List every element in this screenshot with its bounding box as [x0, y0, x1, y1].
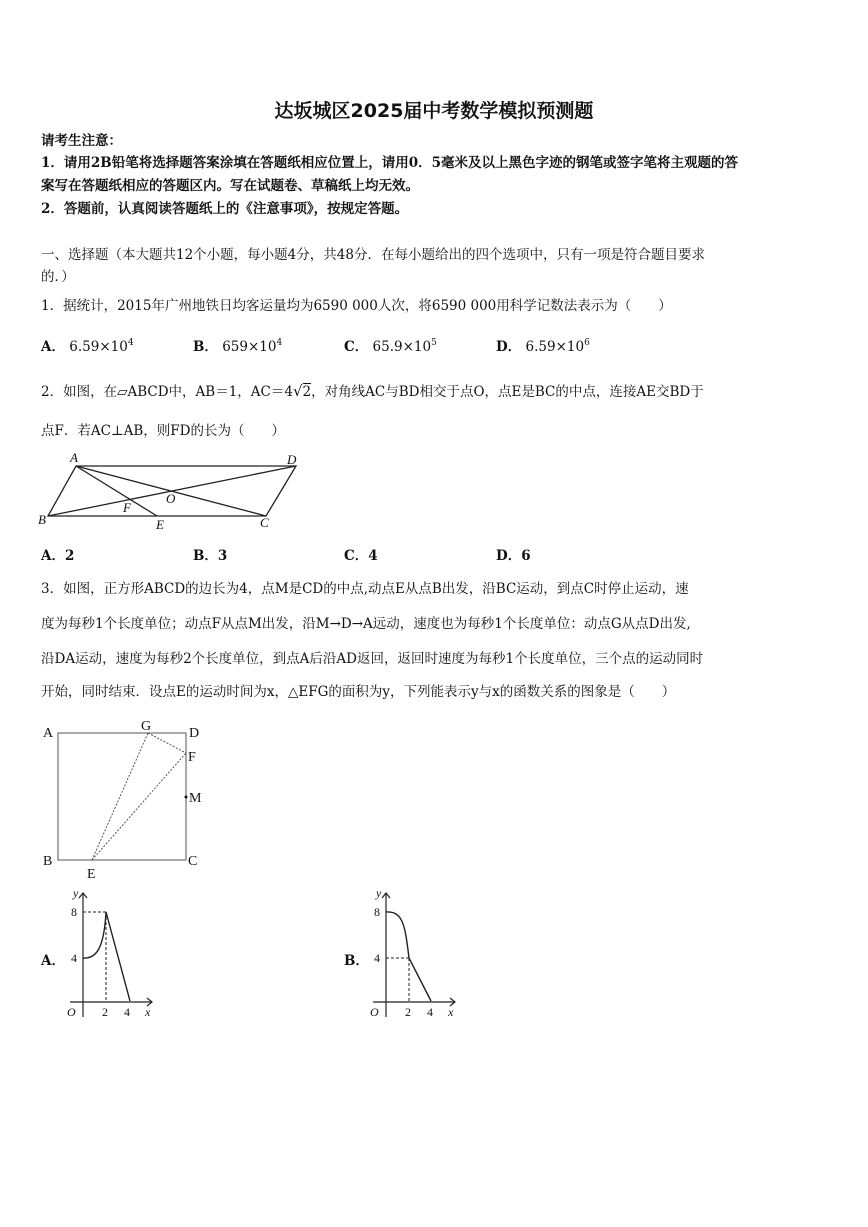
graph-a-tick-x4: 4 [124, 1005, 130, 1019]
graph-b-origin: O [370, 1005, 379, 1019]
q1-stem: 1．据统计，2015年广州地铁日均客运量均为6590 000人次，将6590 000用科学记数法表示为（ ） [41, 298, 672, 314]
label-f: F [123, 500, 131, 515]
sqrt-sign: √ [292, 382, 303, 400]
sq-label-g: G [141, 719, 152, 734]
section-heading-line-1: 一、选择题（本大题共12个小题，每小题4分，共48分．在每小题给出的四个选项中，只有一项是符合题目要求 [41, 247, 705, 263]
label-a: A [70, 450, 78, 465]
graph-a-x-label: x [145, 1005, 151, 1019]
sq-label-c: C [188, 854, 198, 869]
segment-eg [92, 733, 148, 860]
section-heading-line-2: 的．） [41, 269, 75, 285]
segment-ef [92, 753, 186, 860]
q1-option-b-exp: 4 [276, 338, 283, 348]
graph-b-tick-x2: 2 [405, 1005, 411, 1019]
graph-b-y-label: y [376, 886, 382, 900]
q1-option-d [496, 338, 590, 356]
page-title: 达坂城区2025届中考数学模拟预测题 [274, 100, 594, 122]
notice-line-1: 1．请用2B铅笔将选择题答案涂填在答题纸相应位置上，请用0．5毫米及以上黑色字迹的钢笔或签字笔将主观题的答 [41, 155, 738, 171]
label-b: B [38, 512, 46, 527]
sq-label-a: A [43, 726, 54, 741]
q1-option-a-value: 6.59×10 [69, 339, 128, 355]
graph-b-x-label: x [448, 1005, 454, 1019]
q3-stem-line-1: 3．如图，正方形ABCD的边长为4，点M是CD的中点,动点E从点B出发，沿BC运动，到点C时停止运动，速 [41, 581, 689, 597]
q1-option-d-label: D． [496, 339, 522, 355]
q3-stem-line-3: 沿DA运动，速度为每秒2个长度单位，到点A后沿AD返回，返回时速度为每秒1个长度单位，三个点的运动同时 [41, 651, 704, 667]
label-o: O [166, 491, 176, 506]
q1-option-c-exp: 5 [431, 338, 437, 348]
segment-gf [148, 733, 186, 753]
notice-line-1b: 案写在答题纸相应的答题区内。写在试题卷、草稿纸上均无效。 [41, 178, 419, 194]
graph-b-tick-4: 4 [374, 951, 380, 965]
q2-parallelogram-figure [38, 450, 308, 535]
q1-option-b-label: B． [193, 339, 218, 355]
q2-stem-line-1 [41, 382, 704, 401]
q1-option-a-label: A． [41, 339, 65, 355]
label-e: E [156, 517, 164, 532]
sq-label-m: M [189, 791, 202, 806]
graph-a-tick-8: 8 [71, 905, 77, 919]
graph-b-tick-x4: 4 [427, 1005, 433, 1019]
q3-stem-line-4: 开始，同时结束．设点E的运动时间为x，△EFG的面积为y，下列能表示y与x的函数关系的图象是（ ） [41, 684, 676, 700]
graph-a-tick-4: 4 [71, 951, 77, 965]
q2-option-b: B．3 [193, 548, 228, 564]
sq-label-f: F [188, 750, 196, 765]
graph-a-origin: O [67, 1005, 76, 1019]
point-m [185, 796, 188, 799]
q1-option-c-value: 65.9×10 [372, 339, 432, 355]
graph-b-curve [386, 912, 431, 1001]
q2-option-d: D．6 [496, 548, 531, 564]
q1-option-d-value: 6.59×10 [525, 339, 585, 355]
notice-heading: 请考生注意： [41, 133, 122, 149]
q3-graph-b [365, 885, 465, 1027]
q1-option-c [344, 338, 437, 356]
graph-a-y-label: y [73, 886, 79, 900]
label-d: D [287, 452, 297, 467]
label-c: C [260, 515, 269, 530]
q1-option-b-value: 659×10 [222, 339, 277, 355]
square-abcd [58, 733, 186, 860]
sq-label-e: E [87, 867, 96, 882]
q2-stem-b: ，对角线AC与BD相交于点O，点E是BC的中点，连接AE交BD于 [311, 384, 704, 400]
q3-stem-line-2: 度为每秒1个长度单位；动点F从点M出发，沿M→D→A远动，速度也为每秒1个长度单位：动点G从点D出发, [41, 616, 691, 632]
q1-option-a [41, 338, 134, 356]
q3-option-b-label: B． [344, 953, 369, 969]
q3-graph-a [62, 885, 162, 1027]
sq-label-b: B [43, 854, 53, 869]
q1-option-d-exp: 6 [584, 338, 590, 348]
q1-option-b [193, 338, 282, 356]
graph-a-tick-x2: 2 [102, 1005, 108, 1019]
q3-option-a-label: A． [41, 953, 65, 969]
q2-option-c: C．4 [344, 548, 378, 564]
graph-b-tick-8: 8 [374, 905, 380, 919]
q3-square-figure [40, 715, 215, 885]
q2-sqrt-value: 2 [302, 384, 312, 400]
q2-option-a: A．2 [41, 548, 75, 564]
q2-stem-line-2: 点F．若AC⊥AB，则FD的长为（ ） [41, 423, 286, 439]
q1-option-c-label: C． [344, 339, 369, 355]
q1-option-a-exp: 4 [127, 338, 134, 348]
sq-label-d: D [189, 726, 200, 741]
q2-stem-a: 2．如图，在▱ABCD中，AB＝1，AC＝4 [41, 384, 293, 400]
notice-line-2: 2．答题前，认真阅读答题纸上的《注意事项》，按规定答题。 [41, 201, 409, 217]
